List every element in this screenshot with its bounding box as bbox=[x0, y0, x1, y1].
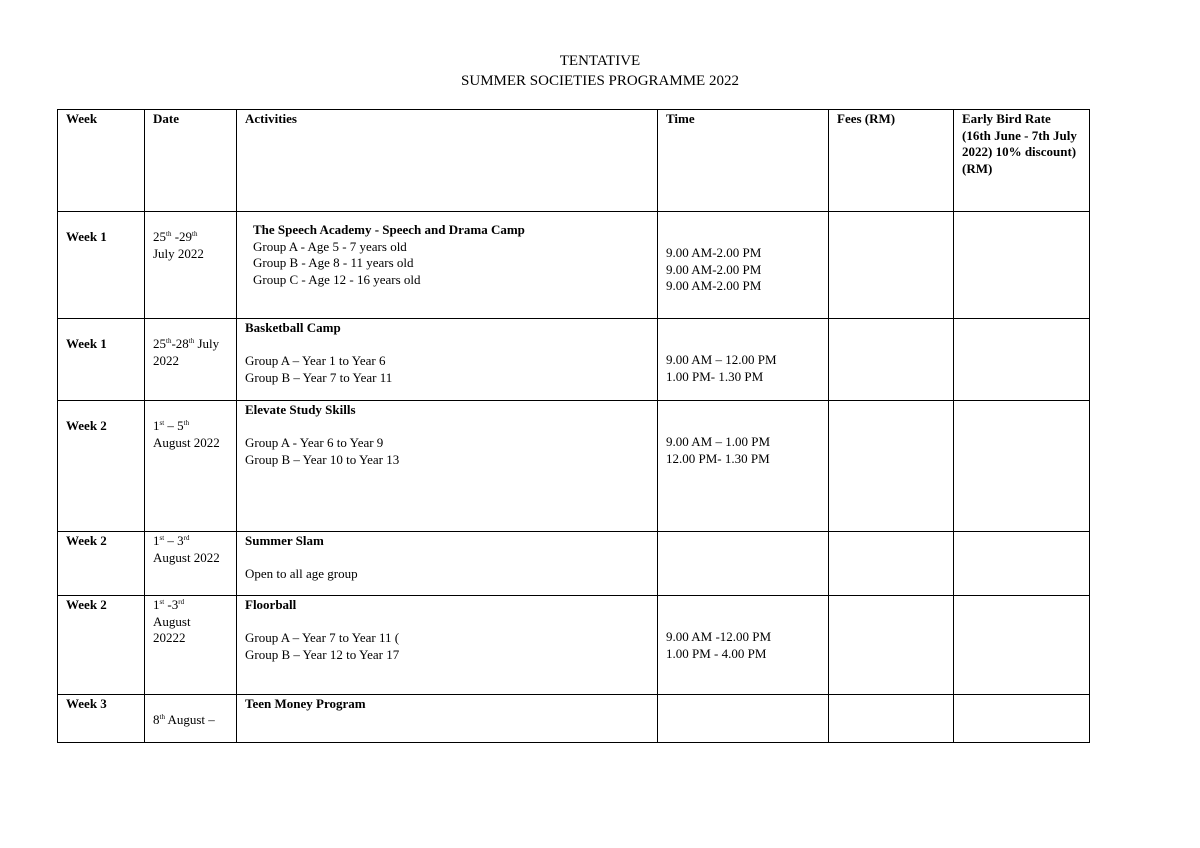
date-year: 20222 bbox=[153, 630, 186, 645]
date-cell bbox=[145, 532, 237, 596]
group-line: Group C - Age 12 - 16 years old bbox=[253, 271, 421, 287]
date-ordinal: th bbox=[188, 337, 195, 345]
title-line-programme: SUMMER SOCIETIES PROGRAMME 2022 bbox=[461, 73, 739, 89]
header-early-bird bbox=[954, 110, 1090, 212]
date-month-year: August 2022 bbox=[153, 549, 220, 565]
time-line: 9.00 AM -12.00 PM bbox=[666, 629, 772, 644]
title-line-tentative: TENTATIVE bbox=[559, 53, 641, 69]
time-cell bbox=[658, 596, 829, 695]
date-ordinal: st bbox=[159, 419, 165, 427]
week-cell bbox=[58, 596, 145, 695]
group-line: Group B – Year 10 to Year 13 bbox=[245, 451, 400, 467]
date-end: -28 bbox=[171, 336, 189, 351]
date-ordinal: th bbox=[183, 419, 190, 427]
group-line: Open to all age group bbox=[245, 566, 358, 581]
date-month-year: July 2022 bbox=[153, 245, 204, 261]
week-cell bbox=[58, 532, 145, 596]
activity-cell bbox=[237, 212, 658, 319]
fees-cell bbox=[829, 596, 954, 695]
activity-cell bbox=[237, 596, 658, 695]
activity-title: Teen Money Program bbox=[245, 696, 366, 711]
time-line: 9.00 AM – 12.00 PM bbox=[666, 352, 777, 367]
fees-cell bbox=[829, 532, 954, 596]
date-cell bbox=[145, 319, 237, 401]
date-ordinal: st bbox=[159, 598, 165, 606]
group-line: Group B – Year 12 to Year 17 bbox=[245, 646, 400, 662]
blank-line bbox=[245, 337, 649, 354]
time-cell bbox=[658, 319, 829, 401]
week-cell bbox=[58, 319, 145, 401]
early-bird-cell bbox=[954, 532, 1090, 596]
week-cell bbox=[58, 401, 145, 532]
time-line: 9.00 AM-2.00 PM bbox=[666, 261, 762, 277]
date-end: – 3 bbox=[164, 533, 184, 548]
header-time: Time bbox=[658, 110, 829, 212]
activity-cell bbox=[237, 695, 658, 743]
date-cell bbox=[145, 401, 237, 532]
activity-cell bbox=[237, 401, 658, 532]
activity-title: Basketball Camp bbox=[245, 320, 341, 335]
week-label: Week 1 bbox=[66, 336, 107, 351]
week-cell bbox=[58, 212, 145, 319]
fees-cell bbox=[829, 695, 954, 743]
date-end: -3 bbox=[164, 597, 179, 612]
week-label: Week 1 bbox=[66, 229, 107, 244]
date-cell bbox=[145, 212, 237, 319]
group-line: Group A – Year 1 to Year 6 bbox=[245, 353, 386, 368]
date-month: August bbox=[153, 613, 191, 629]
fees-cell bbox=[829, 401, 954, 532]
group-line: Group A - Age 5 - 7 years old bbox=[253, 238, 407, 254]
early-bird-cell bbox=[954, 319, 1090, 401]
table-row bbox=[58, 695, 1090, 743]
date-start: 1 bbox=[153, 533, 160, 548]
date-ordinal: rd bbox=[183, 534, 190, 542]
date-cell bbox=[145, 596, 237, 695]
early-bird-cell bbox=[954, 695, 1090, 743]
table-row bbox=[58, 319, 1090, 401]
week-label: Week 2 bbox=[66, 597, 107, 612]
date-ordinal: th bbox=[166, 230, 172, 238]
activity-cell bbox=[237, 319, 658, 401]
date-start: 1 bbox=[153, 597, 160, 612]
activity-cell bbox=[237, 532, 658, 596]
early-bird-cell bbox=[954, 401, 1090, 532]
date-ordinal: th bbox=[192, 230, 198, 238]
time-cell bbox=[658, 212, 829, 319]
blank-line bbox=[245, 614, 649, 631]
blank-line bbox=[245, 550, 649, 567]
activity-title: Floorball bbox=[245, 597, 297, 612]
fees-cell bbox=[829, 212, 954, 319]
time-cell bbox=[658, 695, 829, 743]
group-line: Group B – Year 7 to Year 11 bbox=[245, 369, 393, 385]
date-start: 1 bbox=[153, 418, 160, 433]
early-bird-cell bbox=[954, 596, 1090, 695]
early-bird-cell bbox=[954, 212, 1090, 319]
document-title bbox=[0, 51, 1200, 91]
early-bird-unit: (RM) bbox=[962, 160, 993, 176]
date-end: August – bbox=[164, 712, 215, 727]
header-fees: Fees (RM) bbox=[829, 110, 954, 212]
time-cell bbox=[658, 532, 829, 596]
date-start: 8 bbox=[153, 712, 160, 727]
date-month: July bbox=[194, 336, 220, 351]
week-label: Week 3 bbox=[66, 696, 107, 711]
fees-cell bbox=[829, 319, 954, 401]
date-start: 25 bbox=[153, 229, 166, 244]
table-row bbox=[58, 212, 1090, 319]
table-row bbox=[58, 532, 1090, 596]
header-date: Date bbox=[145, 110, 237, 212]
group-line: Group B - Age 8 - 11 years old bbox=[253, 255, 414, 270]
week-cell bbox=[58, 695, 145, 743]
week-label: Week 2 bbox=[66, 533, 107, 548]
week-label: Week 2 bbox=[66, 418, 107, 433]
time-line: 12.00 PM- 1.30 PM bbox=[666, 450, 770, 466]
time-line: 9.00 AM – 1.00 PM bbox=[666, 434, 771, 449]
date-ordinal: th bbox=[159, 713, 165, 721]
time-line: 9.00 AM-2.00 PM bbox=[666, 278, 762, 293]
header-row bbox=[58, 110, 1090, 212]
activity-title: Summer Slam bbox=[245, 533, 324, 548]
schedule-table bbox=[57, 109, 1090, 743]
date-ordinal: th bbox=[166, 337, 172, 345]
activity-title: Elevate Study Skills bbox=[245, 402, 356, 417]
date-year: 2022 bbox=[153, 352, 179, 368]
date-cell bbox=[145, 695, 237, 743]
date-start: 25 bbox=[153, 336, 166, 351]
activity-title: The Speech Academy - Speech and Drama Camp bbox=[253, 222, 525, 237]
time-cell bbox=[658, 401, 829, 532]
header-activities: Activities bbox=[237, 110, 658, 212]
group-line: Group A – Year 7 to Year 11 ( bbox=[245, 630, 400, 645]
early-bird-label: Early Bird Rate (16th June - 7th July 2022) 10% discount) bbox=[962, 111, 1077, 159]
time-line: 9.00 AM-2.00 PM bbox=[666, 245, 762, 260]
date-ordinal: rd bbox=[178, 598, 185, 606]
header-week: Week bbox=[58, 110, 145, 212]
table-row bbox=[58, 596, 1090, 695]
date-end: -29 bbox=[171, 229, 193, 244]
table-row bbox=[58, 401, 1090, 532]
time-line: 1.00 PM - 4.00 PM bbox=[666, 645, 767, 661]
time-line: 1.00 PM- 1.30 PM bbox=[666, 368, 764, 384]
date-ordinal: st bbox=[159, 534, 165, 542]
date-end: – 5 bbox=[164, 418, 184, 433]
blank-line bbox=[245, 419, 649, 436]
group-line: Group A - Year 6 to Year 9 bbox=[245, 435, 384, 450]
date-month-year: August 2022 bbox=[153, 434, 220, 450]
